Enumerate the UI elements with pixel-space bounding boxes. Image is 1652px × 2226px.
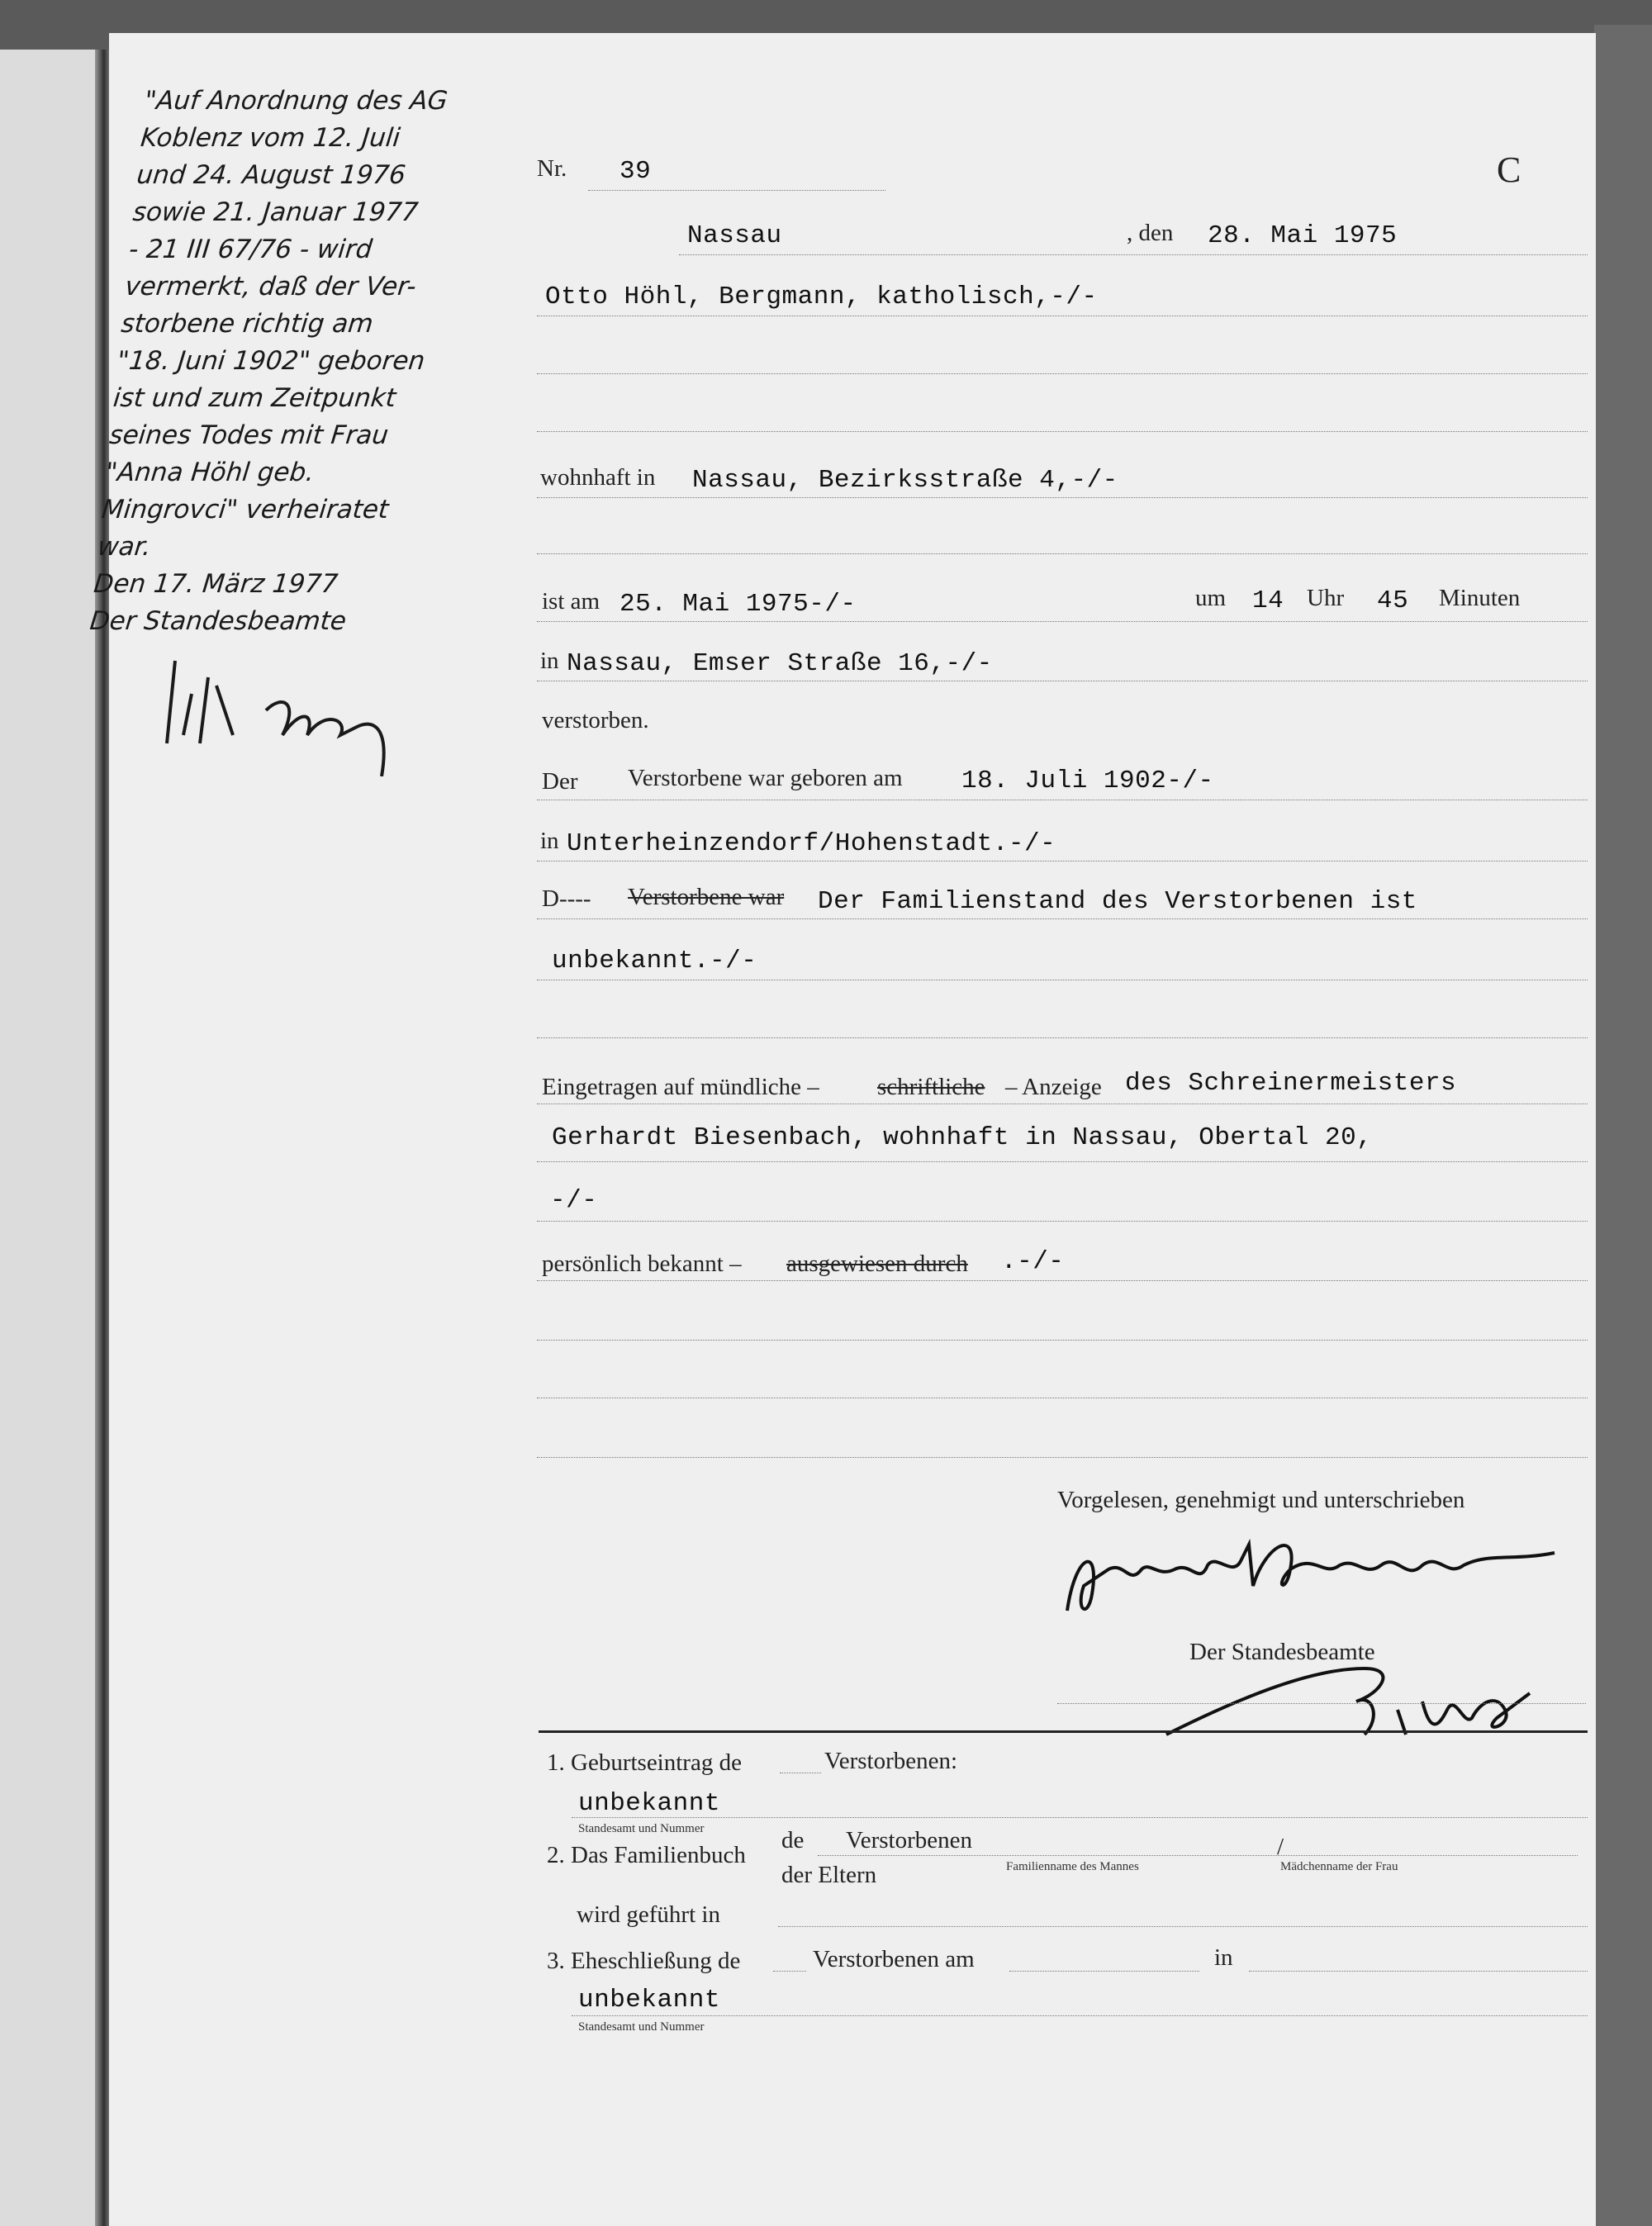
margin-note-line: Mingrovci" verheiratet [100,495,391,524]
item2-wird: wird geführt in [577,1901,720,1928]
line-rule [572,2015,1588,2016]
standesamt-label-2: Standesamt und Nummer [578,2020,705,2034]
line-rule [537,431,1588,432]
book-cover-edge [1594,25,1652,2226]
margin-note-line: storbene richtig am [119,309,375,339]
margin-note [88,83,454,640]
verstorben-label: verstorben. [542,707,649,733]
read-approved-label: Vorgelesen, genehmigt und unterschrieben [1057,1487,1465,1513]
line-rule [778,1926,1588,1927]
margin-note-line: Der Standesbeamte [88,606,348,636]
book-gutter [95,50,110,2226]
birth-place-label: in [540,828,559,854]
report-label-start: Eingetragen auf mündliche – [542,1074,819,1100]
margin-note-signature [159,644,555,776]
line-rule [537,1221,1588,1222]
standesamt-label: Standesamt und Nummer [578,1822,705,1835]
death-minutes: 45 [1377,586,1409,615]
deceased-name-line: Otto Höhl, Bergmann, katholisch,-/- [545,282,1098,311]
minuten-label: Minuten [1439,585,1521,611]
death-date: 25. Mai 1975-/- [620,590,857,619]
form-letter: C [1497,150,1521,190]
official-signature [1150,1644,1563,1751]
place-date-rule [679,254,1588,255]
item1-value: unbekannt [578,1789,720,1818]
family-status-line1: Der Familienstand des Verstorbenen ist [818,887,1417,916]
footer-divider [539,1730,1588,1733]
family-status-line2: unbekannt.-/- [552,947,757,975]
item3-in: in [1214,1944,1233,1971]
reporter-line2: Gerhardt Biesenbach, wohnhaft in Nassau, Obertal 20, [552,1123,1373,1152]
slash: / [1277,1834,1284,1860]
margin-note-line: - 21 III 67/76 - wird [127,235,374,264]
margin-note-line: vermerkt, daß der Ver- [123,272,418,301]
birth-place: Unterheinzendorf/Hohenstadt.-/- [567,829,1056,858]
line-rule [537,373,1588,374]
line-rule [537,918,1588,919]
nr-rule [588,190,885,191]
reporter-line1: des Schreinermeisters [1125,1069,1457,1098]
registry-place: Nassau [687,221,782,250]
known-end: .-/- [1001,1247,1065,1276]
item3-value: unbekannt [578,1986,720,2015]
margin-note-line: "18. Juni 1902" geboren [116,346,427,376]
left-page-edge [0,50,103,2226]
birth-label: Verstorbene war geboren am [628,765,903,791]
item2-label: 2. Das Familienbuch [547,1842,746,1868]
line-rule [818,1855,1578,1856]
report-struck: schriftliche [877,1074,985,1100]
margin-note-line: und 24. August 1976 [135,160,407,190]
item3-label: 3. Eheschließung de [547,1948,741,1974]
registry-date: 28. Mai 1975 [1208,221,1398,250]
line-rule [773,1971,806,1972]
der-prefix: Der [542,768,578,795]
official-signature-rule [1057,1703,1586,1704]
line-rule [537,497,1588,498]
margin-note-line: "Auf Anordnung des AG [143,86,449,116]
line-rule [572,1817,1588,1818]
reporter-signature [1051,1520,1579,1644]
line-rule [537,1340,1588,1341]
item3-suffix: Verstorbenen am [813,1946,975,1972]
item1-suffix: Verstorbenen: [824,1748,958,1774]
line-rule [537,1037,1588,1038]
familienname-label: Familienname des Mannes [1006,1860,1139,1873]
margin-note-line: Koblenz vom 12. Juli [139,123,402,153]
known-label: persönlich bekannt – [542,1251,742,1277]
line-rule [1249,1971,1588,1972]
den-label: , den [1127,220,1174,246]
margin-note-line: "Anna Höhl geb. [103,458,316,487]
margin-note-line: ist und zum Zeitpunkt [112,383,397,413]
line-rule [537,1161,1588,1162]
entry-number: 39 [620,157,652,186]
death-place: Nassau, Emser Straße 16,-/- [567,649,993,678]
known-struck: ausgewiesen durch [786,1251,968,1277]
reporter-line3: -/- [550,1186,598,1215]
family-struck-label: Verstorbene war [628,884,785,910]
line-rule [537,553,1588,554]
margin-note-line: seines Todes mit Frau [107,420,390,450]
line-rule [1009,1971,1199,1972]
death-hour: 14 [1252,586,1284,615]
register-page [88,33,1596,2226]
item2-eltern: der Eltern [781,1862,877,1888]
item2-de: de [781,1827,805,1853]
uhr-label: Uhr [1307,585,1345,611]
margin-note-line: Den 17. März 1977 [92,569,339,599]
birth-date: 18. Juli 1902-/- [961,767,1214,795]
um-label: um [1195,585,1227,611]
item2-value: Verstorbenen [846,1827,973,1853]
death-date-label: ist am [542,588,601,615]
report-label-end: – Anzeige [1005,1074,1102,1100]
official-label: Der Standesbeamte [1189,1639,1375,1665]
line-rule [537,621,1588,622]
residence-value: Nassau, Bezirksstraße 4,-/- [692,466,1118,495]
maedchenname-label: Mädchenname der Frau [1280,1860,1398,1873]
nr-label: Nr. [537,155,567,182]
line-rule [537,1457,1588,1458]
margin-note-line: sowie 21. Januar 1977 [131,197,420,227]
family-struck-prefix: D---- [542,885,591,912]
line-rule [537,1280,1588,1281]
residence-label: wohnhaft in [540,464,656,491]
margin-note-line: war. [96,532,153,562]
item1-label: 1. Geburtseintrag de [547,1749,742,1776]
death-place-label: in [540,648,559,674]
